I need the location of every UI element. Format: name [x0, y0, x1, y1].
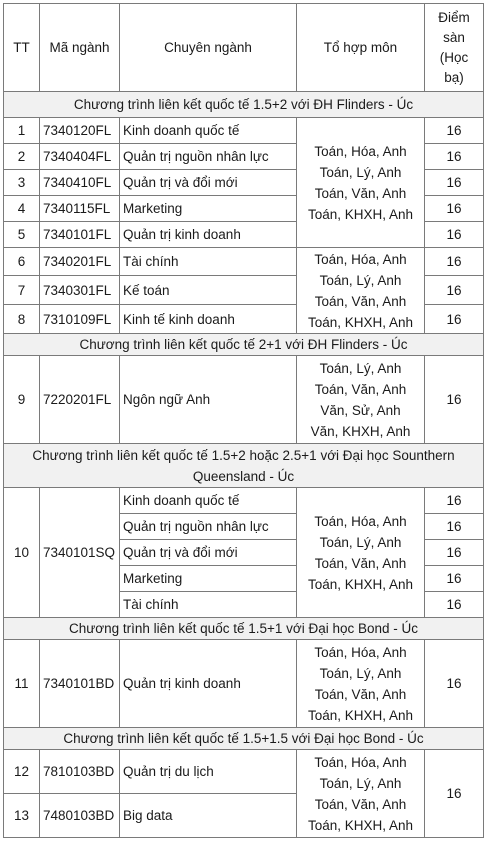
- row-major: Kế toán: [120, 276, 297, 305]
- row-tt: 13: [4, 794, 40, 838]
- row-major: Big data: [120, 794, 297, 838]
- row-major: Ngôn ngữ Anh: [120, 356, 297, 444]
- table-row: [4, 640, 484, 728]
- row-major: Quản trị nguồn nhân lực: [120, 514, 297, 540]
- row-score: 16: [425, 488, 484, 514]
- table-row: [4, 356, 484, 444]
- row-tt: 2: [4, 144, 40, 170]
- row-tt: 3: [4, 170, 40, 196]
- row-code: 7810103BD: [40, 750, 120, 794]
- row-tt: 11: [4, 640, 40, 728]
- row-score: 16: [425, 144, 484, 170]
- admission-table: [3, 3, 484, 838]
- row-code: 7340201FL: [40, 248, 120, 276]
- table-row: [4, 488, 484, 514]
- row-tt: 12: [4, 750, 40, 794]
- row-major: Quản trị và đổi mới: [120, 540, 297, 566]
- table-row: [4, 750, 484, 794]
- row-score: 16: [425, 170, 484, 196]
- row-code: 7340115FL: [40, 196, 120, 222]
- row-score: 16: [425, 118, 484, 144]
- section-header: Chương trình liên kết quốc tế 1.5+1.5 với Đại học Bond - Úc: [4, 728, 484, 750]
- row-major: Quản trị và đổi mới: [120, 170, 297, 196]
- combo-cell: Toán, Hóa, Anh Toán, Lý, Anh Toán, Văn, Anh Toán, KHXH, Anh: [297, 248, 425, 334]
- row-tt: 8: [4, 305, 40, 334]
- table-row: [4, 248, 484, 276]
- row-code: 7340101FL: [40, 222, 120, 248]
- row-major: Kinh doanh quốc tế: [120, 488, 297, 514]
- combo-cell: Toán, Hóa, Anh Toán, Lý, Anh Toán, Văn, Anh Toán, KHXH, Anh: [297, 640, 425, 728]
- table-row: [4, 118, 484, 144]
- row-major: Marketing: [120, 196, 297, 222]
- col-header-tt: TT: [4, 4, 40, 92]
- row-score: 16: [425, 750, 484, 838]
- row-code: 7220201FL: [40, 356, 120, 444]
- row-tt: 4: [4, 196, 40, 222]
- row-score: 16: [425, 514, 484, 540]
- row-tt: 5: [4, 222, 40, 248]
- row-major: Tài chính: [120, 592, 297, 618]
- row-code: 7480103BD: [40, 794, 120, 838]
- row-tt: 9: [4, 356, 40, 444]
- row-score: 16: [425, 540, 484, 566]
- combo-cell: Toán, Hóa, Anh Toán, Lý, Anh Toán, Văn, Anh Toán, KHXH, Anh: [297, 750, 425, 838]
- row-code: 7340101SQ: [40, 488, 120, 618]
- row-code: 7340404FL: [40, 144, 120, 170]
- section-header: Chương trình liên kết quốc tế 1.5+2 hoặc 2.5+1 với Đại học Sounthern Queensland - Úc: [4, 444, 484, 488]
- row-major: Kinh tế kinh doanh: [120, 305, 297, 334]
- row-tt: 6: [4, 248, 40, 276]
- row-score: 16: [425, 196, 484, 222]
- row-score: 16: [425, 248, 484, 276]
- col-header-diem-san: Điểm sàn (Học bạ): [425, 4, 484, 92]
- row-score: 16: [425, 566, 484, 592]
- row-code: 7340410FL: [40, 170, 120, 196]
- row-tt: 7: [4, 276, 40, 305]
- row-code: 7340101BD: [40, 640, 120, 728]
- row-major: Marketing: [120, 566, 297, 592]
- row-score: 16: [425, 640, 484, 728]
- row-code: 7340120FL: [40, 118, 120, 144]
- row-major: Quản trị du lịch: [120, 750, 297, 794]
- row-tt: 10: [4, 488, 40, 618]
- col-header-ma-nganh: Mã ngành: [40, 4, 120, 92]
- section-header: Chương trình liên kết quốc tế 1.5+1 với Đại học Bond - Úc: [4, 618, 484, 640]
- row-major: Tài chính: [120, 248, 297, 276]
- row-major: Quản trị kinh doanh: [120, 640, 297, 728]
- row-score: 16: [425, 592, 484, 618]
- row-major: Quản trị nguồn nhân lực: [120, 144, 297, 170]
- row-score: 16: [425, 222, 484, 248]
- section-header: Chương trình liên kết quốc tế 2+1 với ĐH Flinders - Úc: [4, 334, 484, 356]
- combo-cell: Toán, Hóa, Anh Toán, Lý, Anh Toán, Văn, Anh Toán, KHXH, Anh: [297, 488, 425, 618]
- header-row: [4, 4, 484, 92]
- row-major: Quản trị kinh doanh: [120, 222, 297, 248]
- row-code: 7340301FL: [40, 276, 120, 305]
- col-header-chuyen-nganh: Chuyên ngành: [120, 4, 297, 92]
- section-header: Chương trình liên kết quốc tế 1.5+2 với ĐH Flinders - Úc: [4, 92, 484, 118]
- row-code: 7310109FL: [40, 305, 120, 334]
- row-score: 16: [425, 276, 484, 305]
- combo-cell: Toán, Lý, Anh Toán, Văn, Anh Văn, Sử, Anh Văn, KHXH, Anh: [297, 356, 425, 444]
- row-tt: 1: [4, 118, 40, 144]
- row-score: 16: [425, 356, 484, 444]
- col-header-to-hop-mon: Tổ hợp môn: [297, 4, 425, 92]
- row-score: 16: [425, 305, 484, 334]
- combo-cell: Toán, Hóa, Anh Toán, Lý, Anh Toán, Văn, Anh Toán, KHXH, Anh: [297, 118, 425, 248]
- row-major: Kinh doanh quốc tế: [120, 118, 297, 144]
